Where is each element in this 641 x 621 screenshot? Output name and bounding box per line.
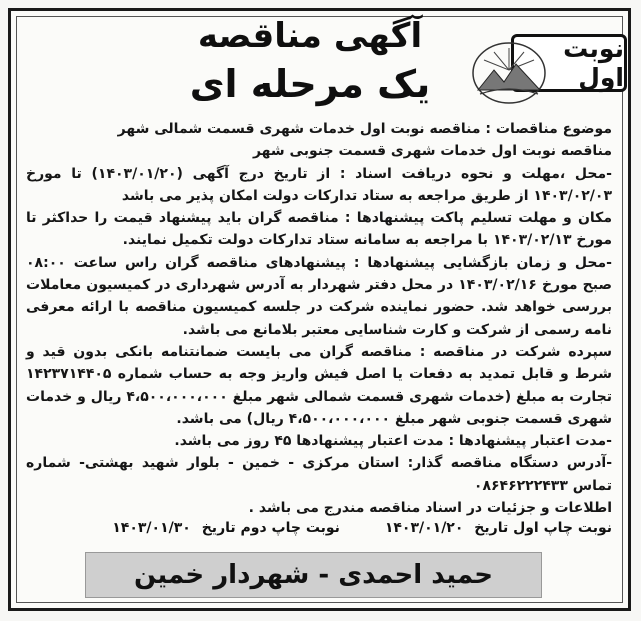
notice-title-line-1: آگهی مناقصه	[197, 16, 423, 56]
second-print-label: نوبت چاپ دوم تاریخ	[201, 520, 340, 536]
paragraph-opening: -محل و زمان بازگشایی پیشنهادها : پیشنهادهای مناقصه گران راس ساعت ۰۸:۰۰ صبح مورخ ۱۴۰۳/۰۲/۱۶ در محل دفتر شهردار به آدرس شهرداری در کمیسیون معاملات بررسی خواهد شد. حضور نماینده شرکت در جلسه کمیسیون مناقصه با ارائه معرفی نامه رسمی از شرکت و کارت شناسایی معتبر بلامانع می باشد.	[26, 254, 612, 338]
first-print-date: ۱۴۰۳/۰۱/۲۰	[384, 520, 464, 536]
paragraph-submission: مکان و مهلت تسلیم پاکت پیشنهادها : مناقصه گران باید پیشنهاد قیمت را حداکثر تا مورخ ۱۴۰۳/۰۲/۱۳ با مراجعه به سامانه ستاد تدارکات دولت تکمیل نمایند.	[26, 210, 612, 249]
publication-dates	[26, 520, 612, 536]
paragraph-documents: -محل ،مهلت و نحوه دریافت اسناد : از تاریخ درج آگهی (۱۴۰۳/۰۱/۲۰) تا مورخ ۱۴۰۳/۰۲/۰۳ از طریق مراجعه به ستاد تدارکات دولت امکان پذیر می باشد	[26, 165, 612, 204]
paragraph-deposit: سپرده شرکت در مناقصه : مناقصه گران می بایست ضمانتنامه بانکی بدون قید و شرط و قابل تمدید به دفعات یا اصل فیش واریز وجه به حساب شماره ۱۴۲۳۷۱۴۴۰۵ تجارت به مبلغ (خدمات شهری قسمت شمالی شهر مبلغ ۴،۵۰۰،۰۰۰،۰۰۰ ریال و خدمات شهری قسمت جنوبی شهر مبلغ ۴،۵۰۰،۰۰۰،۰۰۰ ریال) می باشد.	[26, 343, 612, 427]
signature-bar	[85, 552, 542, 598]
second-print-date: ۱۴۰۳/۰۱/۳۰	[112, 520, 191, 536]
signature-text: حمید احمدی - شهردار خمین	[133, 560, 494, 590]
paragraph-validity: -مدت اعتبار پیشنهادها : مدت اعتبار پیشنهادها ۴۵ روز می باشد.	[174, 433, 612, 450]
round-badge-label: نوبت اول	[563, 34, 624, 92]
notice-title-line-2: یک مرحله ای	[189, 62, 431, 106]
paragraph-address: -آدرس دستگاه مناقصه گذار: استان مرکزی - خمین - بلوار شهید بهشتی- شماره تماس ۰۸۶۴۶۲۲۲۴۳۳	[26, 455, 612, 494]
paragraph-subject-2: مناقصه نوبت اول خدمات شهری قسمت جنوبی شهر	[252, 143, 612, 160]
first-print-label: نوبت چاپ اول تاریخ	[474, 520, 612, 536]
paragraph-details: اطلاعات و جزئیات در اسناد مناقصه مندرج می باشد .	[248, 500, 612, 517]
paragraph-subject-1: موضوع مناقصات : مناقصه نوبت اول خدمات شهری قسمت شمالی شهر	[117, 121, 612, 137]
mountain-sun-emblem-icon	[470, 40, 548, 106]
notice-body	[26, 118, 612, 519]
